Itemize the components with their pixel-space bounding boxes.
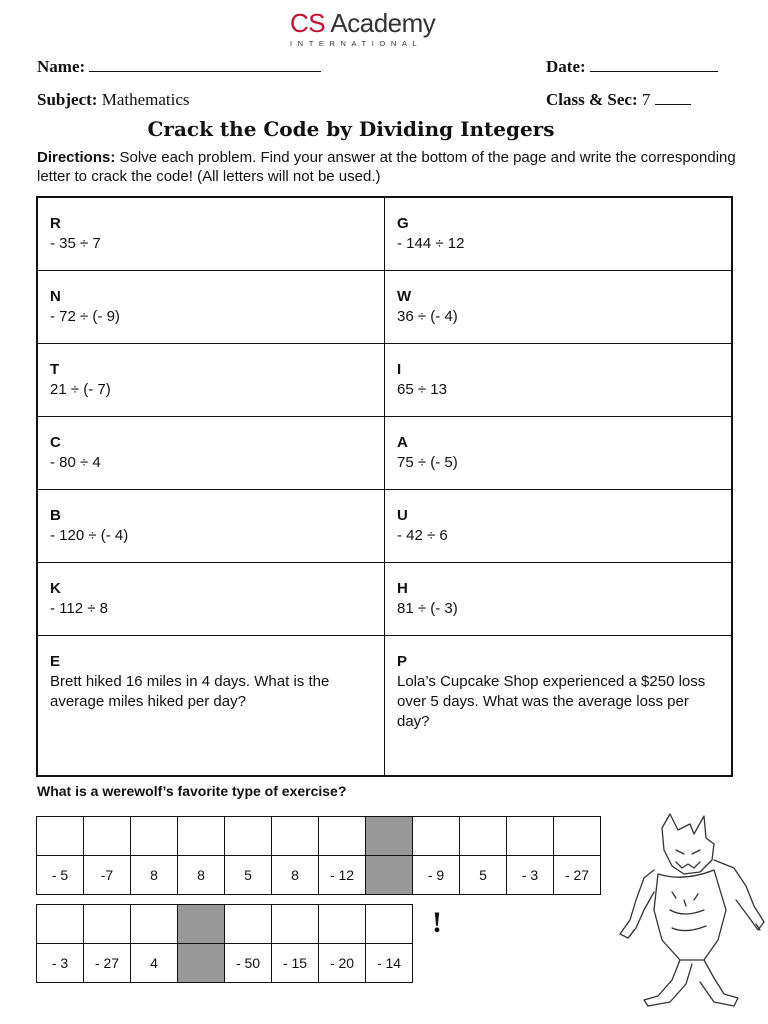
code-number: - 3: [507, 856, 554, 895]
problem-expression: - 35 ÷ 7: [50, 235, 101, 252]
answer-box[interactable]: [554, 817, 601, 856]
word-gap: [178, 944, 225, 983]
code-number: 8: [178, 856, 225, 895]
answer-box[interactable]: [460, 817, 507, 856]
word-gap: [366, 817, 413, 856]
name-blank[interactable]: [89, 71, 321, 72]
code-number: 8: [131, 856, 178, 895]
problem-expression: 65 ÷ 13: [397, 381, 447, 398]
problem-letter: E: [50, 653, 61, 670]
problem-letter: A: [397, 434, 408, 451]
code-number: - 9: [413, 856, 460, 895]
answer-box[interactable]: [272, 905, 319, 944]
problem-letter: P: [397, 653, 408, 670]
problem-expression: - 80 ÷ 4: [50, 454, 101, 471]
problem-letter: W: [397, 288, 412, 305]
logo-wordmark: CS Academy: [290, 8, 436, 38]
problem-expression: 75 ÷ (- 5): [397, 454, 458, 471]
code-number: - 27: [554, 856, 601, 895]
word-gap: [366, 856, 413, 895]
logo-subtitle: INTERNATIONAL: [290, 39, 423, 48]
answer-box[interactable]: [84, 905, 131, 944]
problem-expression: - 144 ÷ 12: [397, 235, 465, 252]
code-number: - 14: [366, 944, 413, 983]
answer-box[interactable]: [225, 817, 272, 856]
code-row-2: [36, 904, 413, 983]
directions: Directions: Solve each problem. Find your answer at the bottom of the page and write the corresponding letter to crack the code! (All letters will not be used.): [37, 149, 736, 185]
answer-box[interactable]: [507, 817, 554, 856]
problem-letter: G: [397, 215, 409, 232]
class-blank[interactable]: [655, 104, 691, 105]
answer-box[interactable]: [319, 905, 366, 944]
problem-letter: H: [397, 580, 408, 597]
werewolf-illustration: [614, 810, 768, 1010]
subject-value: Mathematics: [101, 90, 190, 109]
problem-expression: Brett hiked 16 miles in 4 days. What is the average miles hiked per day?: [50, 673, 330, 710]
problem-letter: T: [50, 361, 60, 378]
problem-cell-g: [385, 198, 731, 271]
date-field: Date:: [546, 57, 718, 77]
problem-cell-c: [38, 417, 385, 490]
code-number: - 3: [37, 944, 84, 983]
problem-cell-r: [38, 198, 385, 271]
problem-expression: - 42 ÷ 6: [397, 527, 448, 544]
problem-expression: 21 ÷ (- 7): [50, 381, 111, 398]
riddle-question: What is a werewolf’s favorite type of exercise?: [37, 783, 347, 799]
word-gap: [178, 905, 225, 944]
code-number: -7: [84, 856, 131, 895]
worksheet-title: Crack the Code by Dividing Integers: [147, 117, 555, 141]
problem-cell-u: [385, 490, 731, 563]
name-field: Name:: [37, 57, 321, 77]
problem-letter: C: [50, 434, 61, 451]
problems-grid: [36, 196, 733, 777]
subject-field: Subject: Mathematics: [37, 90, 190, 109]
problem-cell-k: [38, 563, 385, 636]
code-number: 5: [460, 856, 507, 895]
code-number: - 15: [272, 944, 319, 983]
class-field: Class & Sec: 7: [546, 90, 691, 110]
code-number: 8: [272, 856, 319, 895]
problem-expression: - 120 ÷ (- 4): [50, 527, 129, 544]
answer-box[interactable]: [37, 817, 84, 856]
problem-letter: R: [50, 215, 61, 232]
cs-academy-logo: [288, 8, 438, 48]
problem-letter: B: [50, 507, 61, 524]
problem-cell-n: [38, 271, 385, 344]
problem-cell-h: [385, 563, 731, 636]
problem-expression: 81 ÷ (- 3): [397, 600, 458, 617]
answer-box[interactable]: [366, 905, 413, 944]
problem-cell-e: [38, 636, 385, 775]
answer-box[interactable]: [37, 905, 84, 944]
problem-letter: I: [397, 361, 402, 378]
answer-box[interactable]: [84, 817, 131, 856]
problem-cell-p: [385, 636, 731, 775]
problem-cell-t: [38, 344, 385, 417]
code-number: - 5: [37, 856, 84, 895]
answer-box[interactable]: [225, 905, 272, 944]
code-number: - 27: [84, 944, 131, 983]
problem-cell-a: [385, 417, 731, 490]
answer-box[interactable]: [178, 817, 225, 856]
answer-box[interactable]: [131, 817, 178, 856]
answer-box[interactable]: [131, 905, 178, 944]
answer-box[interactable]: [413, 817, 460, 856]
code-row-1: [36, 816, 601, 895]
code-number: 5: [225, 856, 272, 895]
problem-expression: Lola’s Cupcake Shop experienced a $250 loss over 5 days. What was the average loss per day?: [397, 673, 706, 730]
problem-expression: - 72 ÷ (- 9): [50, 308, 120, 325]
exclamation-mark: !: [432, 906, 442, 939]
date-blank[interactable]: [590, 71, 718, 72]
class-value: 7: [641, 90, 651, 109]
problem-cell-w: [385, 271, 731, 344]
code-number: - 50: [225, 944, 272, 983]
problem-letter: K: [50, 580, 61, 597]
problem-cell-b: [38, 490, 385, 563]
code-number: - 20: [319, 944, 366, 983]
problem-cell-i: [385, 344, 731, 417]
code-number: 4: [131, 944, 178, 983]
problem-expression: - 112 ÷ 8: [50, 600, 108, 617]
problem-letter: N: [50, 288, 61, 305]
problem-expression: 36 ÷ (- 4): [397, 308, 458, 325]
problem-letter: U: [397, 507, 408, 524]
answer-box[interactable]: [319, 817, 366, 856]
answer-box[interactable]: [272, 817, 319, 856]
code-number: - 12: [319, 856, 366, 895]
